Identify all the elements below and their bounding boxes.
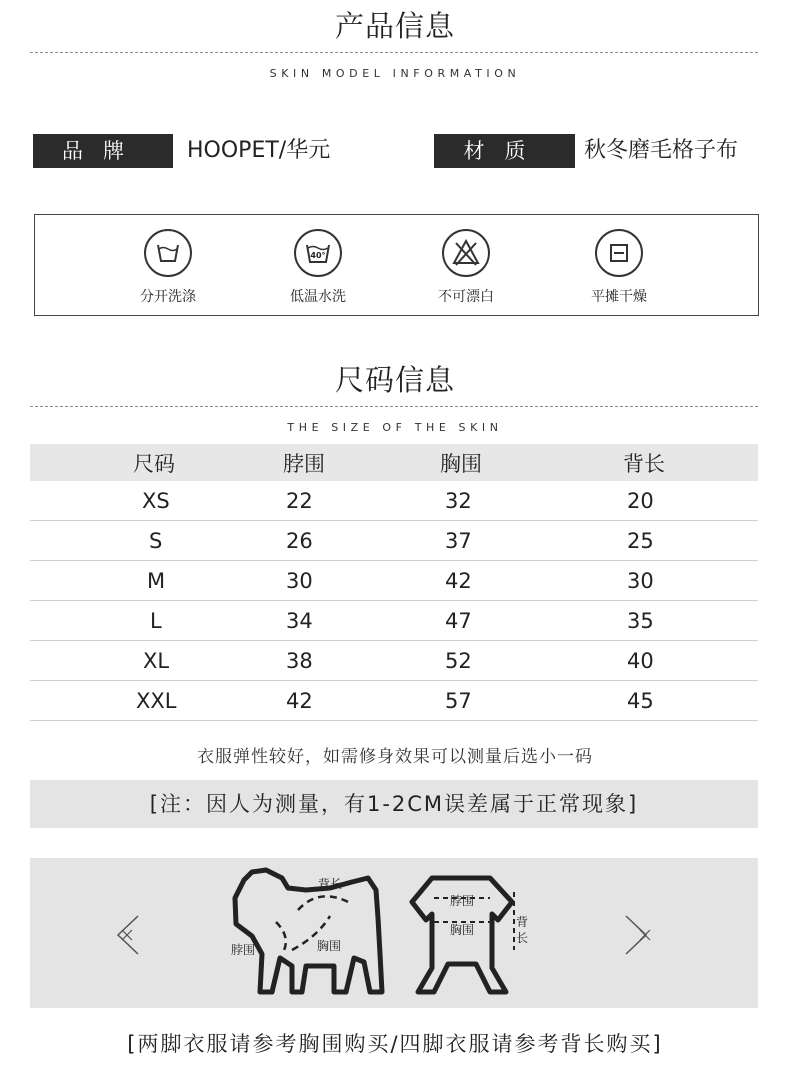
- dog-back-label: 背长: [318, 877, 343, 891]
- care-label: 平摊干燥: [591, 289, 647, 305]
- elastic-note: 衣服弹性较好，如需修身效果可以测量后选小一码: [197, 747, 593, 767]
- material-label: 材质: [434, 134, 575, 168]
- wash-40-icon: [294, 229, 342, 277]
- cell-chest: 37: [430, 521, 603, 561]
- brand-label: 品牌: [33, 134, 173, 168]
- cell-neck: 26: [283, 521, 430, 561]
- product-info-title: 产品信息: [334, 9, 455, 43]
- header-neck: 脖围: [283, 444, 430, 481]
- header-size: 尺码: [30, 444, 283, 481]
- cell-neck: 30: [283, 561, 430, 601]
- size-table: [30, 444, 758, 721]
- table-row: [30, 681, 758, 721]
- cell-size: S: [30, 521, 283, 561]
- size-info-subtitle: THE SIZE OF THE SKIN: [287, 421, 503, 434]
- cell-size: XL: [30, 641, 283, 681]
- cell-chest: 57: [430, 681, 603, 721]
- table-row: [30, 481, 758, 521]
- no-bleach-icon: [442, 229, 490, 277]
- table-header-row: [30, 444, 758, 481]
- cell-back: 35: [603, 601, 758, 641]
- brand-value: HOOPET/华元: [187, 138, 331, 163]
- cell-chest: 42: [430, 561, 603, 601]
- cell-chest: 47: [430, 601, 603, 641]
- size-info-title: 尺码信息: [334, 363, 455, 397]
- cell-size: XS: [30, 481, 283, 521]
- cell-back: 45: [603, 681, 758, 721]
- cell-neck: 34: [283, 601, 430, 641]
- cell-back: 40: [603, 641, 758, 681]
- cloth-chest-label: 胸围: [450, 923, 475, 937]
- cell-chest: 32: [430, 481, 603, 521]
- cloth-back-label: 背长: [516, 915, 529, 945]
- care-instructions-box: [34, 214, 759, 316]
- prev-arrow-icon[interactable]: [118, 916, 138, 954]
- care-item-low-temp-wash: [258, 229, 378, 306]
- table-row: [30, 561, 758, 601]
- divider: [30, 406, 758, 407]
- table-row: [30, 601, 758, 641]
- care-item-no-bleach: [406, 229, 526, 306]
- care-label: 低温水洗: [290, 289, 346, 305]
- product-info-subtitle: SKIN MODEL INFORMATION: [269, 67, 521, 80]
- wash-temp-text: 40°: [310, 251, 326, 260]
- cell-neck: 38: [283, 641, 430, 681]
- header-chest: 胸围: [430, 444, 603, 481]
- dog-chest-label: 胸围: [317, 939, 342, 953]
- material-value: 秋冬磨毛格子布: [584, 138, 739, 163]
- dry-flat-icon: [595, 229, 643, 277]
- care-item-dry-flat: [559, 229, 679, 306]
- cell-back: 30: [603, 561, 758, 601]
- measurement-error-note: [注：因人为测量，有1-2CM误差属于正常现象]: [30, 780, 758, 828]
- header-back: 背长: [603, 444, 758, 481]
- care-label: 分开洗涤: [140, 289, 196, 305]
- cell-size: L: [30, 601, 283, 641]
- care-label: 不可漂白: [438, 289, 494, 305]
- next-arrow-icon[interactable]: [626, 916, 650, 954]
- measurement-diagram-panel: [30, 858, 758, 1008]
- dog-neck-label: 脖围: [231, 943, 256, 957]
- cell-back: 20: [603, 481, 758, 521]
- cell-size: M: [30, 561, 283, 601]
- cell-size: XXL: [30, 681, 283, 721]
- cell-chest: 52: [430, 641, 603, 681]
- table-row: [30, 521, 758, 561]
- cell-neck: 42: [283, 681, 430, 721]
- divider: [30, 52, 758, 53]
- care-item-separate-wash: [108, 229, 228, 306]
- cloth-neck-label: 脖围: [450, 894, 475, 908]
- table-row: [30, 641, 758, 681]
- wash-basin-icon: [144, 229, 192, 277]
- cell-neck: 22: [283, 481, 430, 521]
- dog-outline-icon: [235, 870, 382, 992]
- purchase-guide-note: [两脚衣服请参考胸围购买/四脚衣服请参考背长购买]: [127, 1032, 663, 1056]
- cell-back: 25: [603, 521, 758, 561]
